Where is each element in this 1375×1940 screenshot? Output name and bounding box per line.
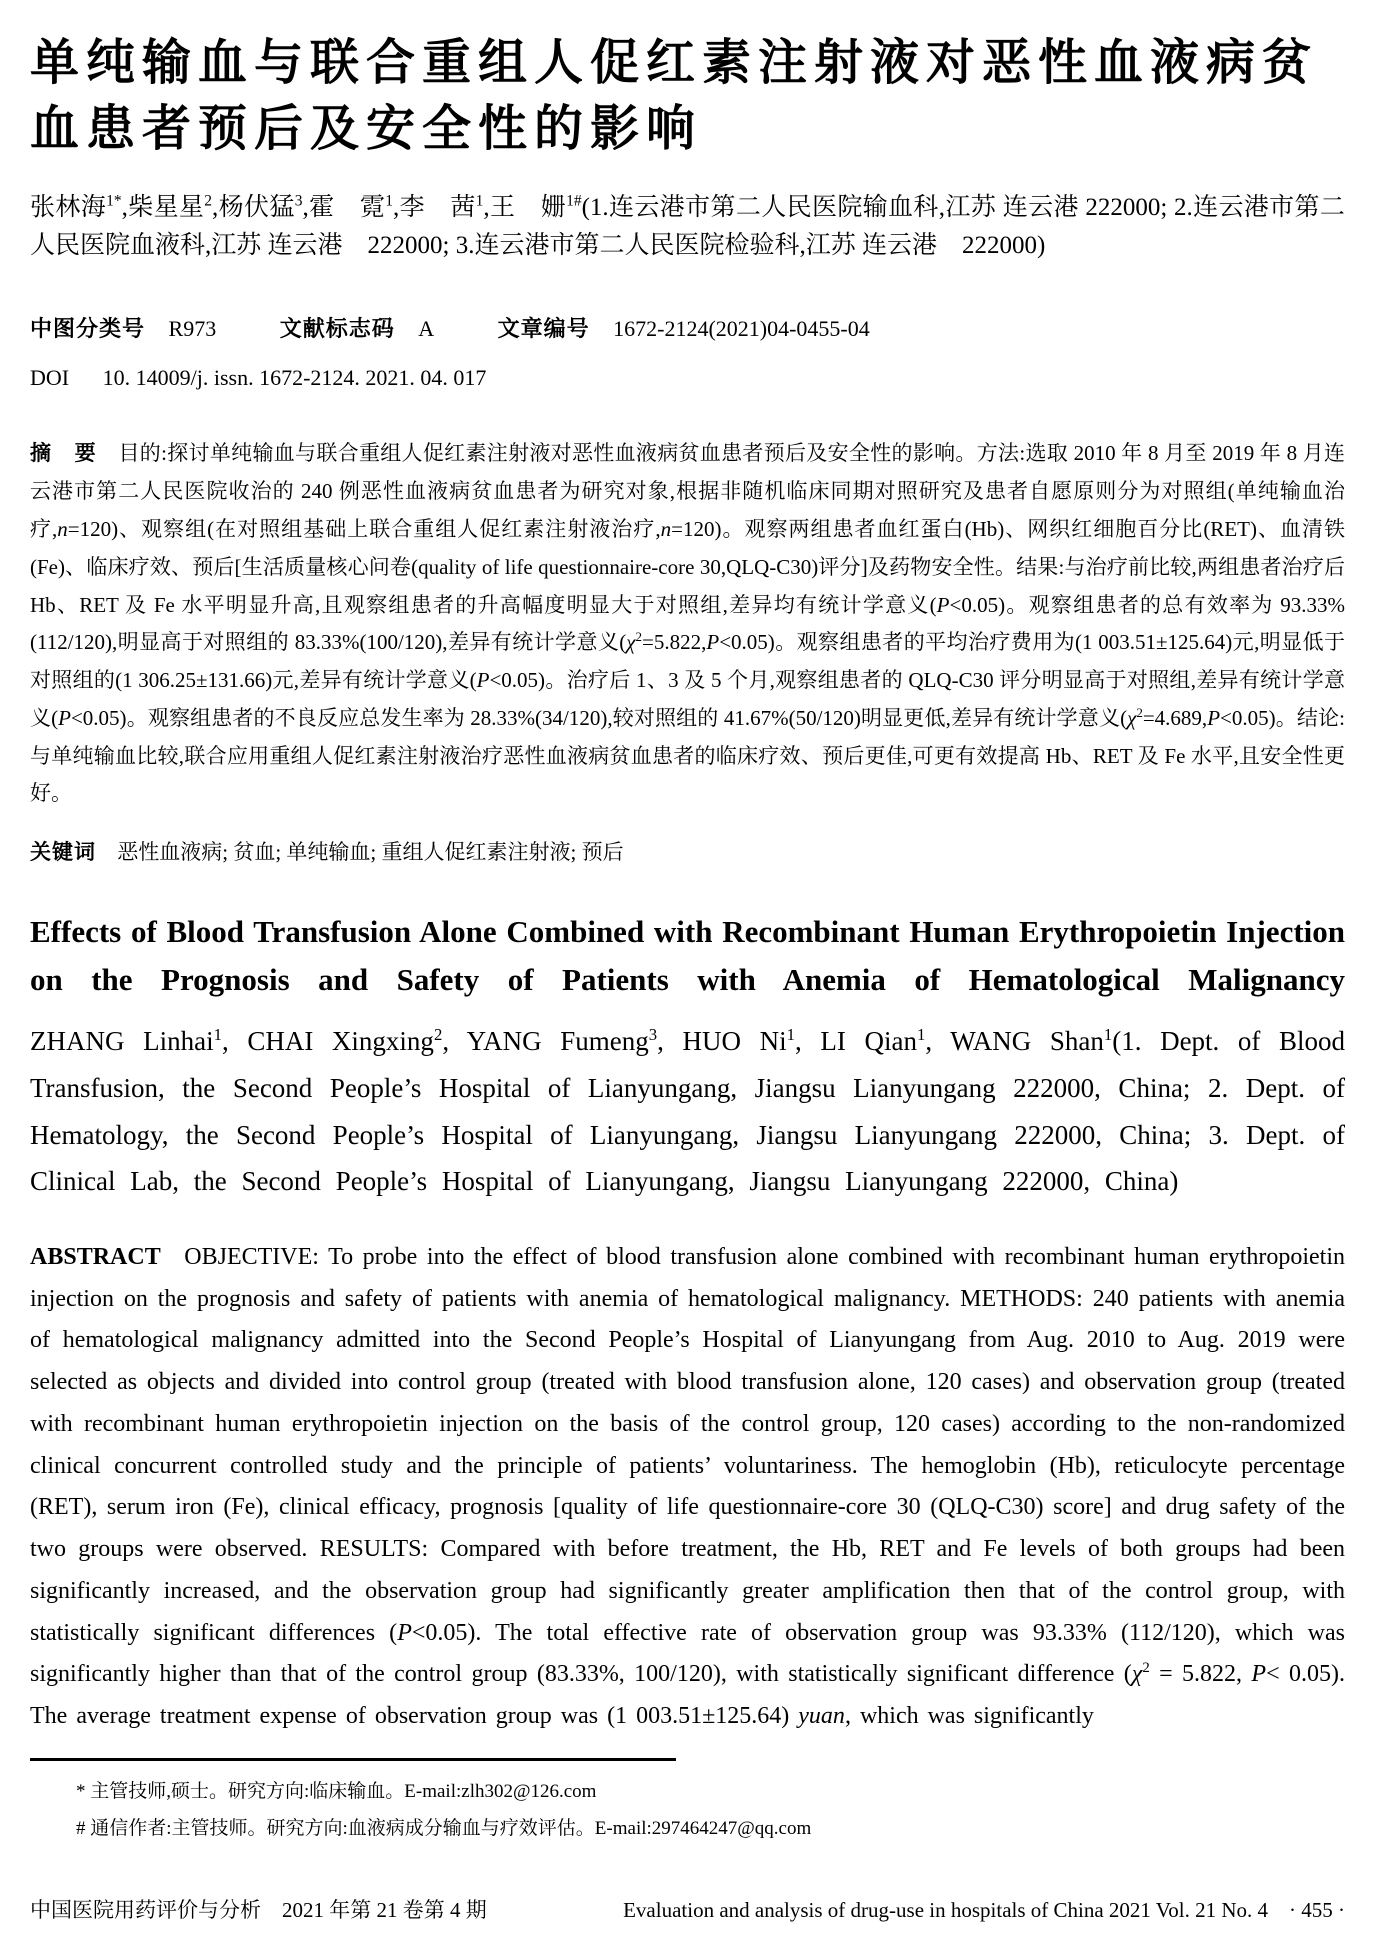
doi-value: 10. 14009/j. issn. 1672-2124. 2021. 04. 017 xyxy=(102,365,487,391)
clc-label: 中图分类号 xyxy=(30,316,146,342)
doi-label: DOI xyxy=(30,365,70,391)
keywords-zh-label: 关键词 xyxy=(30,841,96,865)
authors-affiliations-en: ZHANG Linhai$^1$, CHAI Xingxing$^2$, YANG Fumeng$^3$, HUO Ni$^1$, LI Qian$^1$, WANG Shan$^1$(1. Dept. of Blood Transfusion, the Second People’s Hospital of Lianyungang, Jiangsu Lianyungang 222000, China; 2. Dept. of Hematology, the Second People’s Hospital of Lianyungang, Jiangsu Lianyungang 222000, China; 3. Dept. of Clinical Lab, the Second People’s Hospital of Lianyungang, Jiangsu Lianyungang 222000, China) xyxy=(30,1025,1345,1197)
page-footer xyxy=(30,1894,1345,1924)
classification-row xyxy=(30,312,1345,343)
doi-row xyxy=(30,365,1345,391)
doc-code-label: 文献标志码 xyxy=(279,316,395,342)
keywords-zh-text: 恶性血液病; 贫血; 单纯输血; 重组人促红素注射液; 预后 xyxy=(117,840,624,865)
clc-value: R973 xyxy=(168,316,217,342)
abstract-en-text: OBJECTIVE: To probe into the effect of blood transfusion alone combined with recombinant human erythropoietin injection on the prognosis and safety of patients with anemia of hematological malignancy. METHODS: 240 patients with anemia of hematological malignancy admitted into the Second People’s Hospital of Lianyungang from Aug. 2010 to Aug. 2019 were selected as objects and divided into control group (treated with blood transfusion alone, 120 cases) and observation group (treated with recombinant human erythropoietin injection on the basis of the control group, 120 cases) according to the non-randomized clinical concurrent controlled study and the principle of patients’ voluntariness. The hemoglobin (Hb), reticulocyte percentage (RET), serum iron (Fe), clinical efficacy, prognosis [quality of life questionnaire-core 30 (QLQ-C30) score] and drug safety of the two groups were observed. RESULTS: Compared with before treatment, the Hb, RET and Fe levels of both groups had been significantly increased, and the observation group had significantly greater amplification then that of the control group, with statistically significant differences (P<0.05). The total effective rate of observation group was 93.33% (112/120), which was significantly higher than that of the control group (83.33%, 100/120), with statistically significant difference ($\chi^2 = 5.822$, P< 0.05). The average treatment expense of observation group was (1 003.51±125.64) yuan, which was significantly xyxy=(30,1243,1345,1730)
abstract-en xyxy=(30,1237,1345,1738)
keywords-zh xyxy=(30,834,1345,872)
article-no-label: 文章编号 xyxy=(497,316,590,342)
footnote-contact-note: # 通信作者:主管技师。研究方向:血液病成分输血与疗效评估。E-mail:297464247@qq.com xyxy=(76,1818,812,1840)
footnote-divider xyxy=(30,1758,676,1761)
journal-issue-en-page-number: Evaluation and analysis of drug-use in hospitals of China 2021 Vol. 21 No. 4 · 455 · xyxy=(623,1898,1345,1922)
article-title-zh: 单纯输血与联合重组人促红素注射液对恶性血液病贫血患者预后及安全性的影响 xyxy=(30,35,1319,156)
abstract-zh xyxy=(30,435,1345,813)
article-no-value: 1672-2124(2021)04-0455-04 xyxy=(613,316,870,342)
journal-issue-zh: 中国医院用药评价与分析 2021 年第 21 卷第 4 期 xyxy=(30,1898,487,1922)
footnote-area xyxy=(30,1758,1345,1847)
abstract-zh-label: 摘 要 xyxy=(30,442,97,466)
article-body xyxy=(30,26,1345,1774)
abstract-zh-text: 目的:探讨单纯输血与联合重组人促红素注射液对恶性血液病贫血患者预后及安全性的影响。方法:选取 2010 年 8 月至 2019 年 8 月连云港市第二人民医院收治的 240 例恶性血液病贫血患者为研究对象,根据非随机临床同期对照研究及患者自愿原则分为对照组(单纯输血治疗,n=120)、观察组(在对照组基础上联合重组人促红素注射液治疗,n=120)。观察两组患者血红蛋白(Hb)、网织红细胞百分比(RET)、血清铁(Fe)、临床疗效、预后[生活质量核心问卷(quality of life questionnaire-core 30,QLQ-C30)评分]及药物安全性。结果:与治疗前比较,两组患者治疗后 Hb、RET 及 Fe 水平明显升高,且观察组患者的升高幅度明显大于对照组,差异均有统计学意义(P<0.05)。观察组患者的总有效率为 93.33%(112/120),明显高于对照组的 83.33%(100/120),差异有统计学意义$(\chi^2=5.822,P<0.05)$。观察组患者的平均治疗费用为(1 003.51±125.64)元,明显低于对照组的(1 306.25±131.66)元,差异有统计学意义(P<0.05)。治疗后 1、3 及 5 个月,观察组患者的 QLQ-C30 评分明显高于对照组,差异有统计学意义(P<0.05)。观察组患者的不良反应总发生率为 28.33%(34/120),较对照组的 41.67%(50/120)明显更低,差异有统计学意义$(\chi^2=4.689,P<0.05)$。结论:与单纯输血比较,联合应用重组人促红素注射液治疗恶性血液病贫血患者的临床疗效、预后更佳,可更有效提高 Hb、RET 及 Fe 水平,且安全性更好。 xyxy=(30,441,1345,806)
footnote-corresponding-note: * 主管技师,硕士。研究方向:临床输血。E-mail:zlh302@126.com xyxy=(76,1781,597,1802)
doc-code-value: A xyxy=(418,316,435,342)
article-title-en: Effects of Blood Transfusion Alone Combined with Recombinant Human Erythropoietin Injection on the Prognosis and Safety of Patients with Anemia of Hematological Malignancy xyxy=(30,914,1345,998)
abstract-en-label: ABSTRACT xyxy=(30,1243,161,1270)
authors-affiliations-zh: 张林海$^{1*}$,柴星星$^2$,杨伏猛$^3$,霍 霓$^1$,李 茜$^1$,王 姗$^{1\#}$(1.连云港市第二人民医院输血科,江苏 连云港 222000; 2.连云港市第二人民医院血液科,江苏 连云港 222000; 3.连云港市第二人民医院检验科,江苏 连云港 222000) xyxy=(30,192,1345,259)
